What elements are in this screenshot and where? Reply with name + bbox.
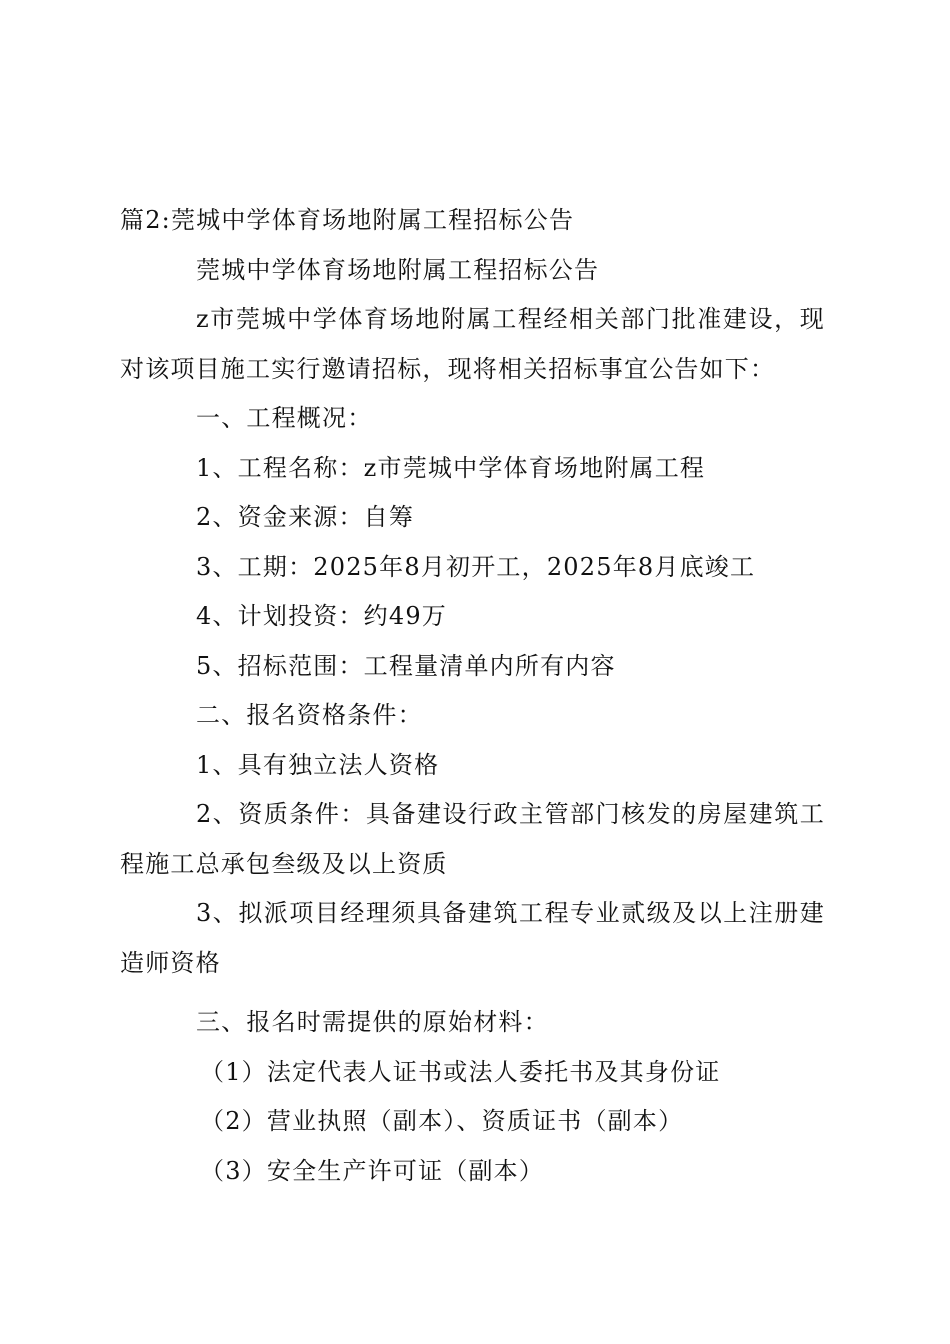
intro-paragraph: z市莞城中学体育场地附属工程经相关部门批准建设，现对该项目施工实行邀请招标，现将相关招标事宜公告如下： (120, 305, 825, 383)
section2-item-qualification: 2、资质条件：具备建设行政主管部门核发的房屋建筑工程施工总承包叁级及以上资质 (120, 800, 825, 878)
section1-item-scope: 5、招标范围：工程量清单内所有内容 (196, 651, 616, 680)
document-body (120, 196, 825, 1196)
section3-item-safety-permit: （3）安全生产许可证（副本） (200, 1156, 545, 1185)
section3-item-legal-rep: （1）法定代表人证书或法人委托书及其身份证 (200, 1057, 721, 1086)
section2-heading: 二、报名资格条件： (196, 701, 423, 729)
section3-heading: 三、报名时需提供的原始材料： (196, 1008, 549, 1036)
section3-item-license: （2）营业执照（副本）、资质证书（副本） (200, 1107, 684, 1135)
section2-item-project-manager: 3、拟派项目经理须具备建筑工程专业贰级及以上注册建造师资格 (120, 899, 825, 977)
section1-item-name: 1、工程名称：z市莞城中学体育场地附属工程 (196, 453, 706, 482)
section1-item-funding: 2、资金来源：自筹 (196, 503, 415, 531)
section1-item-schedule: 3、工期：2025年8月初开工，2025年8月底竣工 (196, 552, 756, 581)
spacer (120, 988, 825, 998)
document-heading: 篇2:莞城中学体育场地附属工程招标公告 (120, 206, 575, 234)
section1-item-investment: 4、计划投资：约49万 (196, 602, 448, 630)
section1-heading: 一、工程概况： (196, 404, 373, 432)
notice-title: 莞城中学体育场地附属工程招标公告 (196, 255, 600, 284)
section2-item-legal-entity: 1、具有独立法人资格 (196, 750, 440, 779)
